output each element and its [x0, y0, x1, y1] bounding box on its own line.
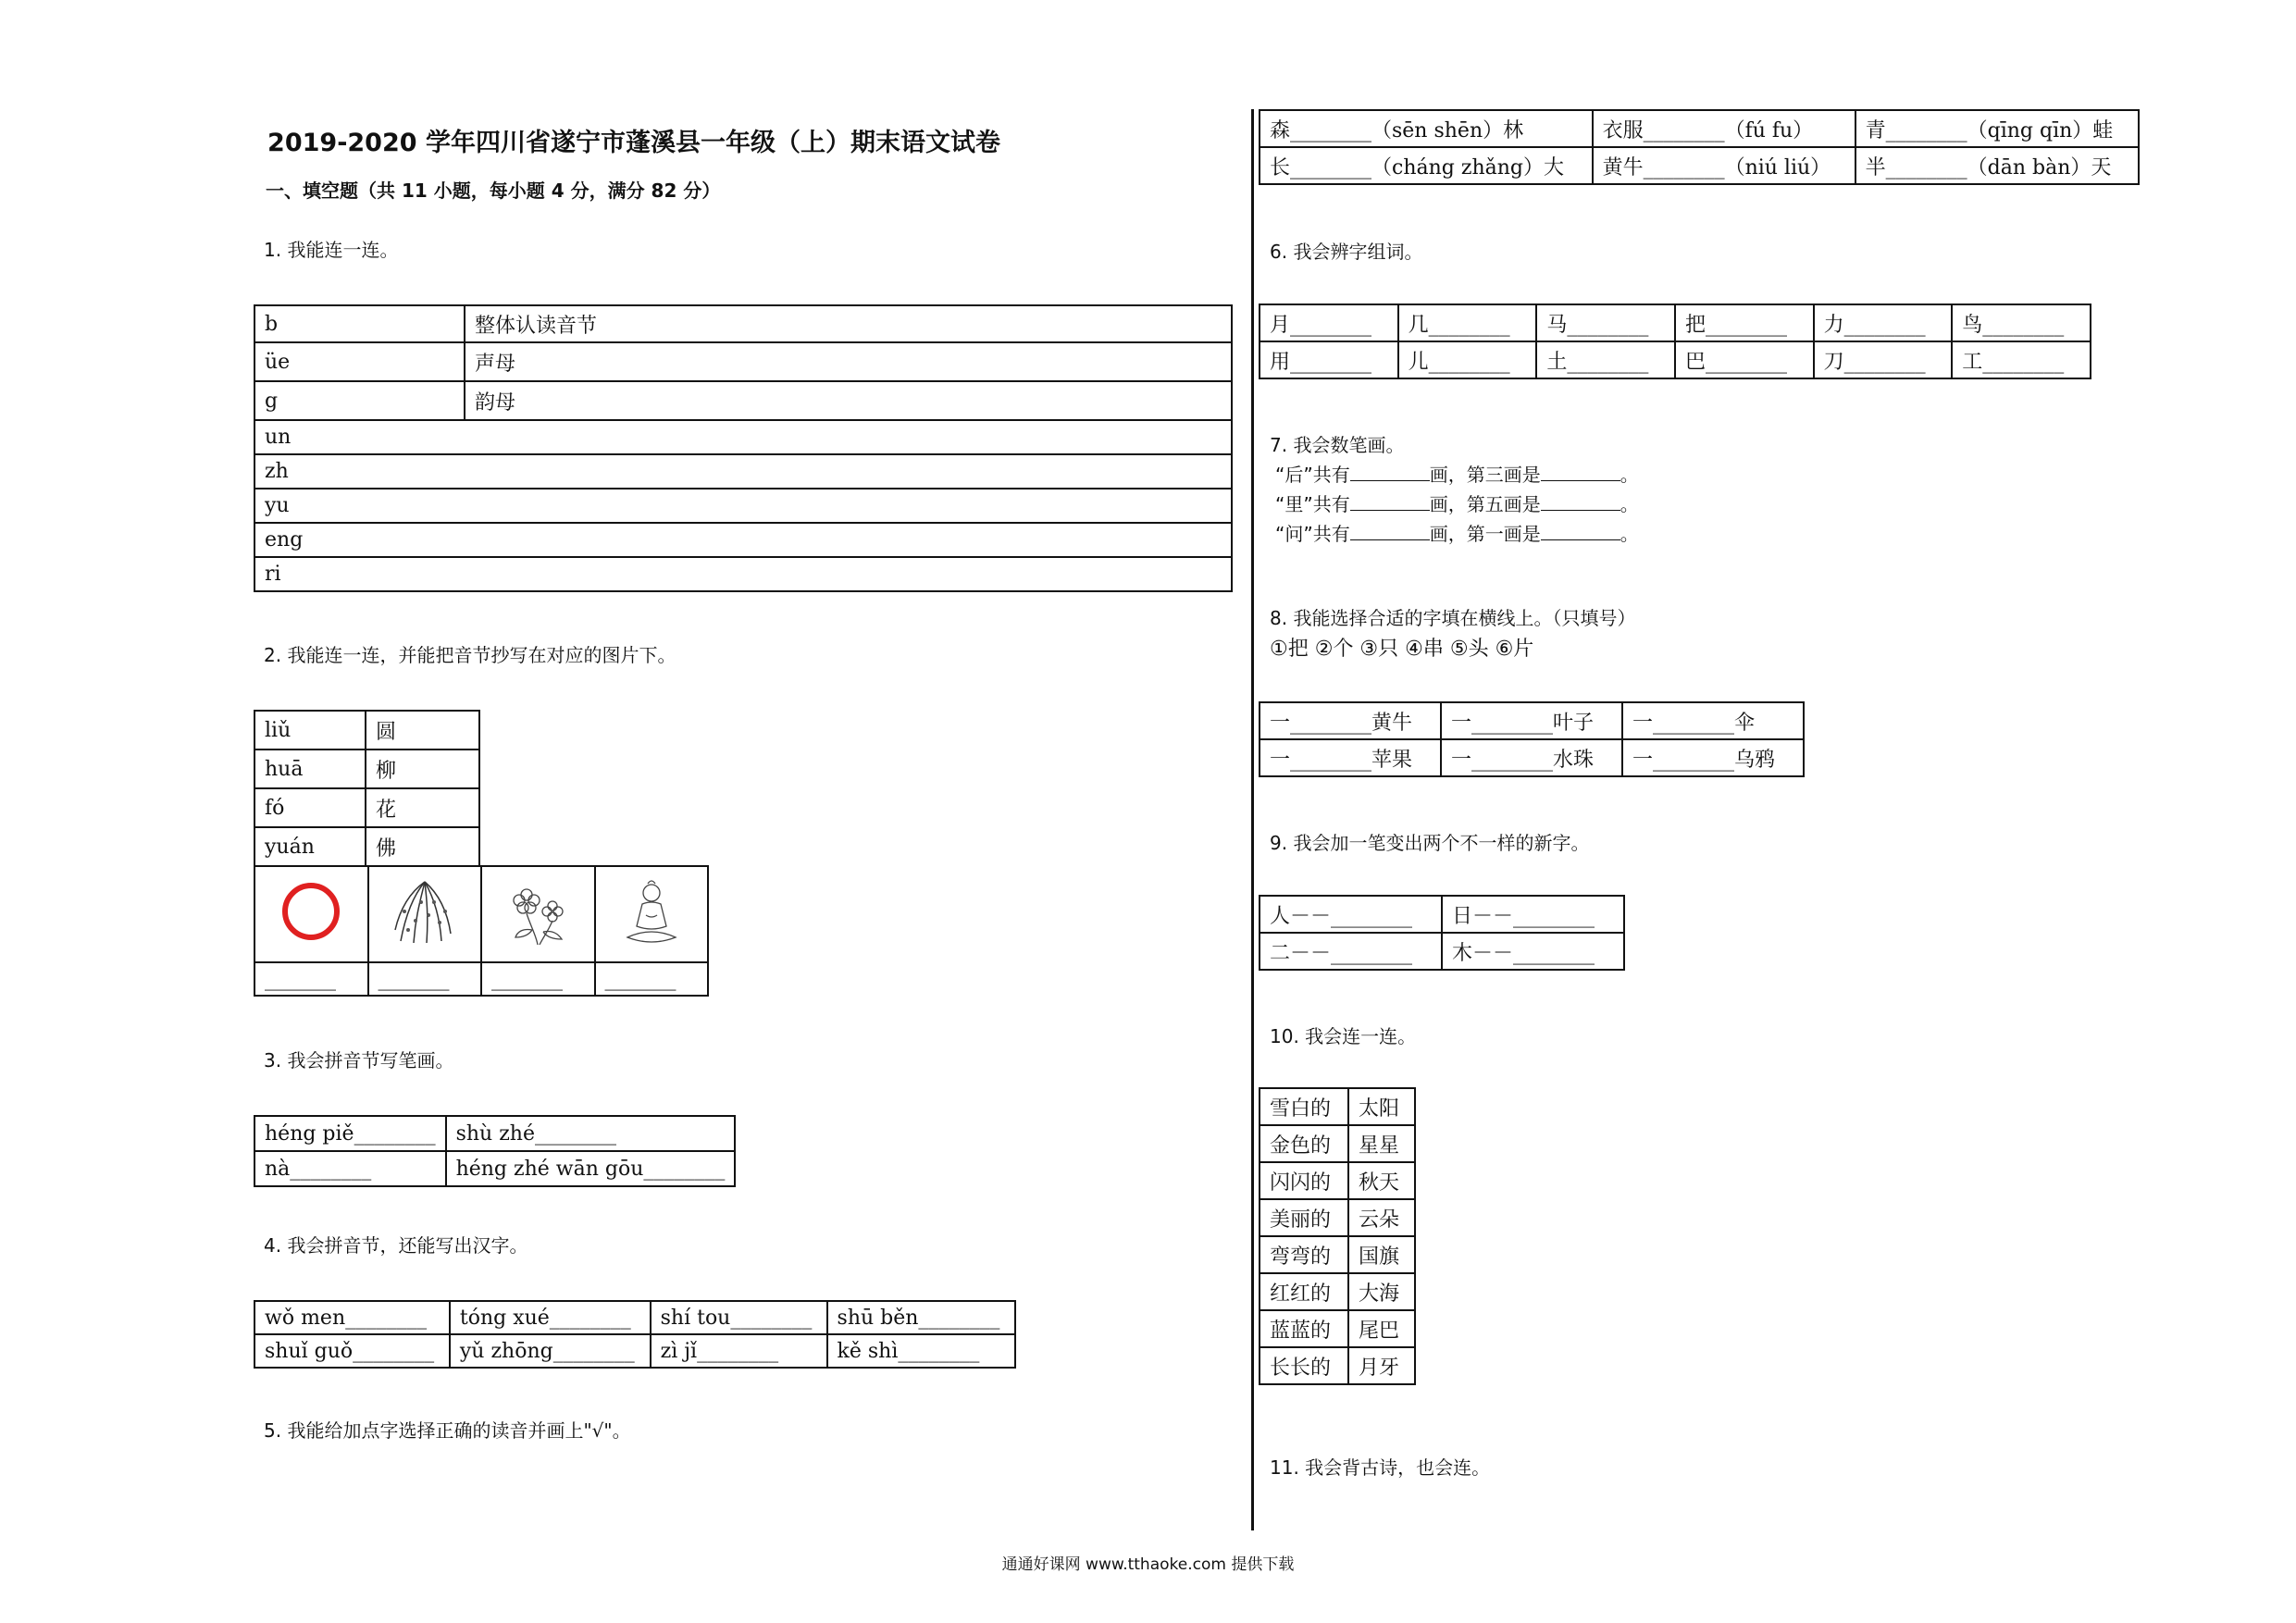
table-cell: yuán — [254, 827, 366, 866]
table-row — [254, 1301, 1015, 1334]
table-cell: huā — [254, 750, 366, 788]
table-cell: 一________乌鸦 — [1622, 739, 1804, 776]
table-row — [254, 1151, 735, 1186]
answer-blank[interactable] — [1541, 491, 1620, 511]
table-cell: 鸟________ — [1952, 304, 2091, 341]
table-cell: 日－－________ — [1442, 896, 1624, 933]
table-row — [1260, 341, 2091, 378]
table-cell: 金色的 — [1260, 1125, 1348, 1162]
table-cell: 闪闪的 — [1260, 1162, 1348, 1199]
table-cell: 刀________ — [1814, 341, 1953, 378]
question-6-label: 6. 我会辨字组词。 — [1270, 241, 1423, 263]
table-row — [254, 342, 1232, 381]
table-cell: yu — [254, 489, 1232, 523]
table-cell: 一________水珠 — [1441, 739, 1622, 776]
table-row — [254, 788, 479, 827]
table-row — [254, 489, 1232, 523]
q2-table — [254, 710, 480, 867]
table-cell: _______ — [368, 962, 482, 996]
circle-icon — [279, 879, 343, 944]
table-row — [254, 827, 479, 866]
table-cell: 国旗 — [1348, 1236, 1415, 1273]
table-cell: shí tou________ — [651, 1301, 827, 1334]
line-text: 画，第一画是 — [1429, 523, 1541, 545]
answer-blank[interactable] — [1541, 521, 1620, 540]
picture-cell — [368, 866, 482, 962]
table-cell: 月________ — [1260, 304, 1398, 341]
answer-blank[interactable] — [1541, 462, 1620, 481]
table-cell: 衣服________（fú fu） — [1593, 110, 1855, 147]
question-7-label: 7. 我会数笔画。 — [1270, 434, 1405, 456]
picture-cell — [481, 866, 595, 962]
table-row — [254, 523, 1232, 557]
stroke-line — [1275, 519, 1639, 546]
line-text: 画，第五画是 — [1429, 493, 1541, 515]
table-row — [1260, 739, 1804, 776]
q1-table — [254, 304, 1233, 592]
stroke-line — [1275, 460, 1639, 487]
table-cell: 太阳 — [1348, 1088, 1415, 1125]
table-cell: 用________ — [1260, 341, 1398, 378]
table-cell: 把________ — [1675, 304, 1814, 341]
table-row — [1260, 933, 1624, 970]
table-row — [1260, 1125, 1415, 1162]
table-row — [1260, 1088, 1415, 1125]
q10-table — [1259, 1087, 1416, 1385]
q2-picture-table — [254, 865, 709, 997]
flower-icon — [501, 874, 575, 948]
table-row — [1260, 702, 1804, 739]
question-5-label: 5. 我能给加点字选择正确的读音并画上"√"。 — [264, 1419, 631, 1442]
question-11-label: 11. 我会背古诗，也会连。 — [1270, 1456, 1491, 1479]
table-cell: 尾巴 — [1348, 1310, 1415, 1347]
answer-blank[interactable] — [1350, 462, 1430, 481]
table-cell: g — [254, 381, 465, 420]
table-cell: nà________ — [254, 1151, 446, 1186]
table-cell: shuǐ guǒ________ — [254, 1334, 450, 1368]
line-text: “里”共有 — [1275, 493, 1350, 515]
table-cell: 韵母 — [465, 381, 1232, 420]
table-cell: kě shì________ — [827, 1334, 1015, 1368]
table-cell: tóng xué________ — [450, 1301, 651, 1334]
table-cell: wǒ men________ — [254, 1301, 450, 1334]
table-row — [254, 557, 1232, 591]
table-cell: 巴________ — [1675, 341, 1814, 378]
table-cell: _______ — [595, 962, 709, 996]
table-cell: 雪白的 — [1260, 1088, 1348, 1125]
table-cell: _______ — [254, 962, 368, 996]
table-cell: 一________伞 — [1622, 702, 1804, 739]
q6-table — [1259, 304, 2091, 379]
line-text: 。 — [1620, 464, 1639, 486]
table-cell: 一________黄牛 — [1260, 702, 1441, 739]
table-cell: 云朵 — [1348, 1199, 1415, 1236]
table-cell: 森________（sēn shēn）林 — [1260, 110, 1593, 147]
picture-cell — [254, 866, 368, 962]
table-row — [254, 711, 479, 750]
column-divider — [1251, 109, 1254, 1530]
question-2-label: 2. 我能连一连，并能把音节抄写在对应的图片下。 — [264, 644, 676, 666]
table-row — [254, 750, 479, 788]
line-text: 。 — [1620, 523, 1639, 545]
q9-table — [1259, 895, 1625, 971]
table-cell: yǔ zhōng________ — [450, 1334, 651, 1368]
question-3-label: 3. 我会拼音节写笔画。 — [264, 1049, 454, 1072]
question-1-label: 1. 我能连一连。 — [264, 239, 399, 261]
q8-options: ①把 ②个 ③只 ④串 ⑤头 ⑥片 — [1270, 638, 1534, 661]
table-cell: 人－－________ — [1260, 896, 1442, 933]
table-cell: 长长的 — [1260, 1347, 1348, 1384]
table-cell: liǔ — [254, 711, 366, 750]
table-cell: 儿________ — [1398, 341, 1537, 378]
table-cell: héng zhé wān gōu________ — [446, 1151, 736, 1186]
section-heading: 一、填空题（共 11 小题，每小题 4 分，满分 82 分） — [266, 180, 721, 202]
table-cell: eng — [254, 523, 1232, 557]
buddha-icon — [614, 874, 689, 948]
table-cell: 大海 — [1348, 1273, 1415, 1310]
table-row — [1260, 147, 2139, 184]
table-cell: b — [254, 305, 465, 342]
table-row — [1260, 110, 2139, 147]
table-row — [1260, 896, 1624, 933]
table-cell: _______ — [481, 962, 595, 996]
table-row — [254, 866, 708, 962]
table-cell: 半________（dān bàn）天 — [1855, 147, 2139, 184]
q8-table — [1259, 701, 1805, 777]
table-cell: üe — [254, 342, 465, 381]
table-cell: héng piě________ — [254, 1116, 446, 1151]
table-cell: 弯弯的 — [1260, 1236, 1348, 1273]
table-row — [1260, 304, 2091, 341]
table-cell: un — [254, 420, 1232, 454]
answer-blank[interactable] — [1350, 491, 1430, 511]
table-cell: 月牙 — [1348, 1347, 1415, 1384]
table-cell: 佛 — [366, 827, 479, 866]
line-text: 。 — [1620, 493, 1639, 515]
table-cell: 木－－________ — [1442, 933, 1624, 970]
q5-table — [1259, 109, 2140, 185]
table-row — [254, 962, 708, 996]
table-cell: 一________叶子 — [1441, 702, 1622, 739]
table-cell: 土________ — [1536, 341, 1675, 378]
table-row — [254, 305, 1232, 342]
willow-icon — [388, 874, 462, 948]
table-cell: 长________（cháng zhǎng）大 — [1260, 147, 1593, 184]
table-cell: ri — [254, 557, 1232, 591]
table-cell: 柳 — [366, 750, 479, 788]
table-row — [254, 1334, 1015, 1368]
table-cell: 红红的 — [1260, 1273, 1348, 1310]
table-row — [1260, 1199, 1415, 1236]
q4-table — [254, 1300, 1016, 1369]
footer-credit: 通通好课网 www.tthaoke.com 提供下载 — [1001, 1555, 1295, 1574]
page-title: 2019-2020 学年四川省遂宁市蓬溪县一年级（上）期末语文试卷 — [267, 129, 1000, 157]
question-9-label: 9. 我会加一笔变出两个不一样的新字。 — [1270, 832, 1590, 854]
table-cell: 二－－________ — [1260, 933, 1442, 970]
q3-table — [254, 1115, 736, 1187]
answer-blank[interactable] — [1350, 521, 1430, 540]
table-cell: 声母 — [465, 342, 1232, 381]
table-cell: 一________苹果 — [1260, 739, 1441, 776]
table-cell: 秋天 — [1348, 1162, 1415, 1199]
table-cell: 美丽的 — [1260, 1199, 1348, 1236]
table-row — [1260, 1347, 1415, 1384]
table-row — [254, 454, 1232, 489]
table-cell: 圆 — [366, 711, 479, 750]
line-text: 画，第三画是 — [1429, 464, 1541, 486]
table-cell: 星星 — [1348, 1125, 1415, 1162]
table-cell: shù zhé________ — [446, 1116, 736, 1151]
line-text: “问”共有 — [1275, 523, 1350, 545]
table-row — [254, 1116, 735, 1151]
picture-cell — [595, 866, 709, 962]
table-cell: 花 — [366, 788, 479, 827]
table-row — [1260, 1273, 1415, 1310]
table-row — [1260, 1236, 1415, 1273]
table-cell: 黄牛________（niú liú） — [1593, 147, 1855, 184]
table-row — [254, 420, 1232, 454]
table-cell: 青________（qīng qīn）蛙 — [1855, 110, 2139, 147]
table-cell: 马________ — [1536, 304, 1675, 341]
table-cell: 工________ — [1952, 341, 2091, 378]
table-cell: 蓝蓝的 — [1260, 1310, 1348, 1347]
table-cell: shū běn________ — [827, 1301, 1015, 1334]
question-8-label: 8. 我能选择合适的字填在横线上。（只填号） — [1270, 607, 1636, 629]
table-cell: zh — [254, 454, 1232, 489]
table-cell: 几________ — [1398, 304, 1537, 341]
question-4-label: 4. 我会拼音节，还能写出汉字。 — [264, 1234, 528, 1257]
question-10-label: 10. 我会连一连。 — [1270, 1025, 1417, 1047]
table-cell: 力________ — [1814, 304, 1953, 341]
stroke-line — [1275, 489, 1639, 516]
line-text: “后”共有 — [1275, 464, 1350, 486]
table-cell: zì jǐ________ — [651, 1334, 827, 1368]
table-row — [1260, 1162, 1415, 1199]
table-row — [1260, 1310, 1415, 1347]
table-row — [254, 381, 1232, 420]
table-cell: 整体认读音节 — [465, 305, 1232, 342]
table-cell: fó — [254, 788, 366, 827]
